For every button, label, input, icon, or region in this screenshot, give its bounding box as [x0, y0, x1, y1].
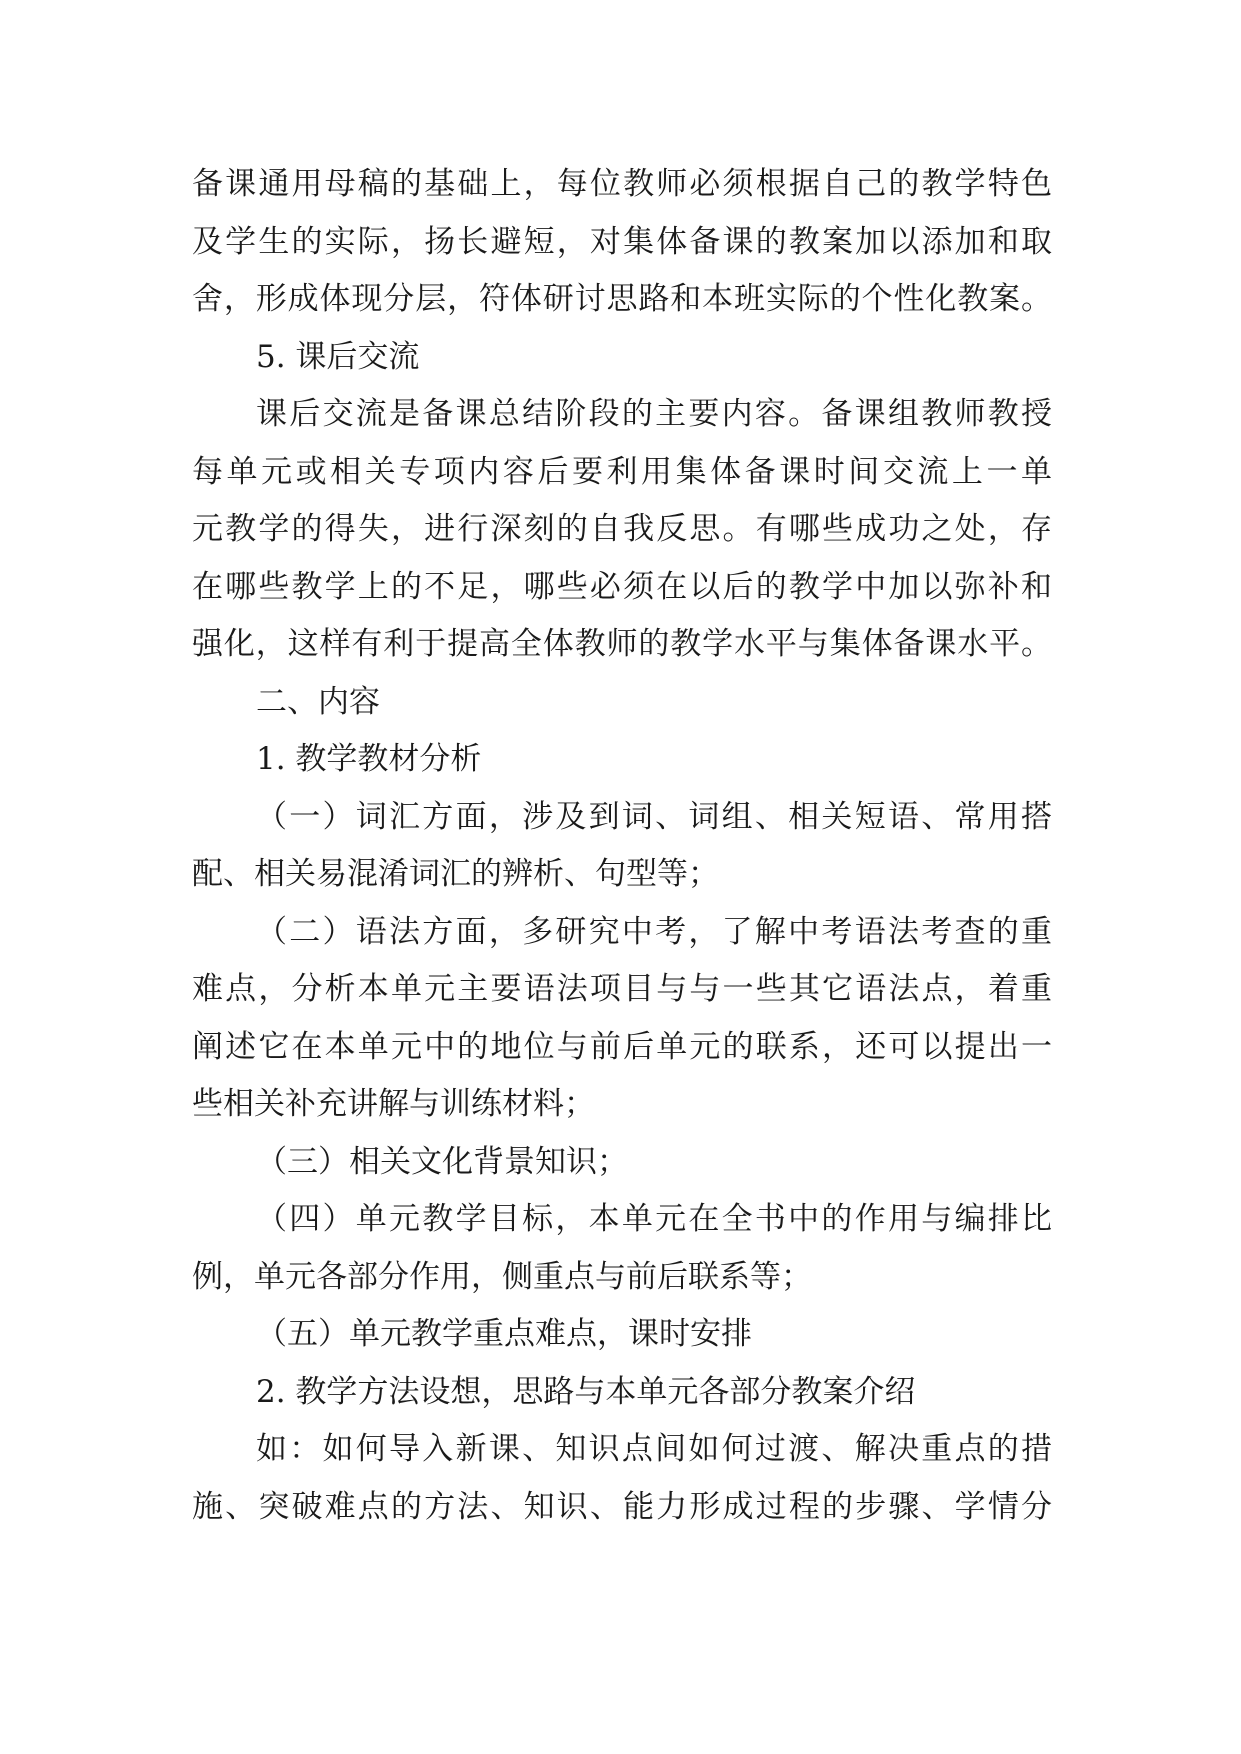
text-line: 配、相关易混淆词汇的辨析、句型等； [192, 856, 719, 892]
text-line: 阐述它在本单元中的地位与前后单元的联系，还可以提出一 [192, 1028, 1052, 1065]
text-line: 二、内容 [256, 683, 380, 720]
text-line: 些相关补充讲解与训练材料； [192, 1086, 595, 1122]
text-line: 施、突破难点的方法、知识、能力形成过程的步骤、学情分 [192, 1488, 1052, 1525]
text-line: （一）词汇方面，涉及到词、词组、相关短语、常用搭 [256, 798, 1052, 835]
text-line: 备课通用母稿的基础上，每位教师必须根据自己的教学特色 [192, 166, 1052, 202]
text-line: 例，单元各部分作用，侧重点与前后联系等； [192, 1258, 812, 1295]
text-line: （二）语法方面，多研究中考，了解中考语法考查的重 [256, 913, 1052, 950]
text-line: 2. 教学方法设想，思路与本单元各部分教案介绍 [256, 1373, 916, 1410]
text-line: 课后交流是备课总结阶段的主要内容。备课组教师教授 [256, 396, 1052, 432]
text-line: 元教学的得失，进行深刻的自我反思。有哪些成功之处，存 [192, 511, 1052, 547]
text-line: 强化，这样有利于提高全体教师的教学水平与集体备课水平。 [192, 626, 1052, 662]
text-line: （五）单元教学重点难点，课时安排 [256, 1316, 752, 1352]
text-line: 难点，分析本单元主要语法项目与与一些其它语法点，着重 [192, 971, 1052, 1007]
text-line: （三）相关文化背景知识； [256, 1143, 628, 1180]
text-line: 如：如何导入新课、知识点间如何过渡、解决重点的措 [256, 1431, 1052, 1467]
text-line: 5. 课后交流 [256, 338, 420, 375]
document-body [192, 156, 1052, 1536]
text-line: 舍，形成体现分层，符体研讨思路和本班实际的个性化教案。 [192, 281, 1052, 317]
text-line: 每单元或相关专项内容后要利用集体备课时间交流上一单 [192, 453, 1052, 490]
text-line: 及学生的实际，扬长避短，对集体备课的教案加以添加和取 [192, 223, 1052, 260]
text-line: （四）单元教学目标，本单元在全书中的作用与编排比 [256, 1201, 1052, 1237]
text-line: 在哪些教学上的不足，哪些必须在以后的教学中加以弥补和 [192, 568, 1052, 605]
text-line: 1. 教学教材分析 [256, 741, 482, 777]
